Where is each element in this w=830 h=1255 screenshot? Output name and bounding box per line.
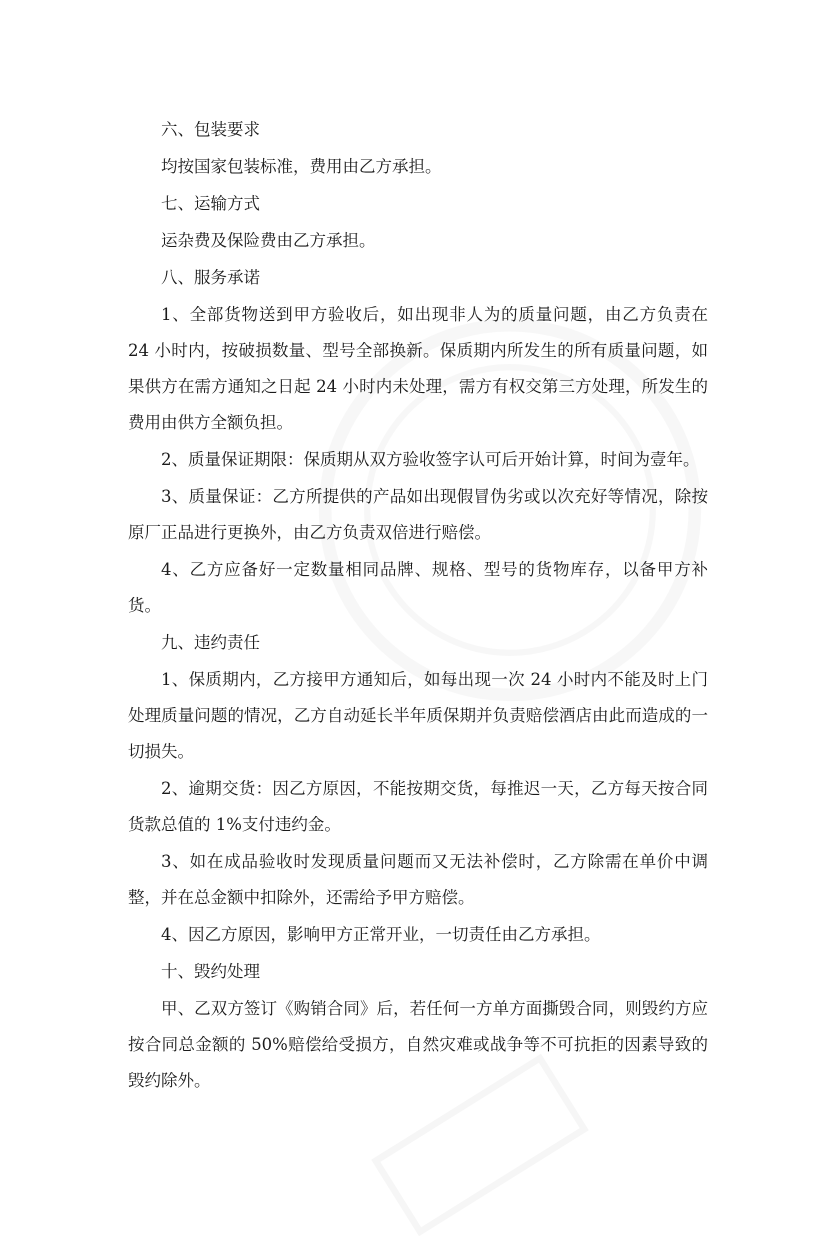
section-heading-packaging: 六、包装要求	[161, 120, 260, 139]
paragraph-service-2: 2、质量保证期限：保质期从双方验收签字认可后开始计算，时间为壹年。	[161, 450, 700, 469]
paragraph-packaging: 均按国家包装标准，费用由乙方承担。	[161, 157, 442, 176]
paragraph-service-3: 3、质量保证：乙方所提供的产品如出现假冒伪劣或以次充好等情况，除按原厂正品进行更换外，由乙方负责双倍进行赔偿。	[128, 487, 708, 542]
paragraph-breach-1: 1、保质期内，乙方接甲方通知后，如每出现一次 24 小时内不能及时上门处理质量问题的情况，乙方自动延长半年质保期并负责赔偿酒店由此而造成的一切损失。	[128, 670, 708, 761]
section-heading-service: 八、服务承诺	[161, 268, 260, 287]
paragraph-breach-2: 2、逾期交货：因乙方原因，不能按期交货，每推迟一天，乙方每天按合同货款总值的 1%支付违约金。	[128, 779, 708, 834]
section-heading-breach: 九、违约责任	[161, 633, 260, 652]
section-heading-transport: 七、运输方式	[161, 194, 260, 213]
paragraph-breach-3: 3、如在成品验收时发现质量问题而又无法补偿时，乙方除需在单价中调整，并在总金额中扣除外，还需给予甲方赔偿。	[128, 852, 708, 907]
paragraph-transport: 运杂费及保险费由乙方承担。	[161, 231, 376, 250]
document-body	[128, 112, 708, 1100]
paragraph-breach-4: 4、因乙方原因，影响甲方正常开业，一切责任由乙方承担。	[161, 925, 601, 944]
section-heading-termination: 十、毁约处理	[161, 962, 260, 981]
paragraph-service-1: 1、全部货物送到甲方验收后，如出现非人为的质量问题，由乙方负责在 24 小时内，按破损数量、型号全部换新。保质期内所发生的所有质量问题，如果供方在需方通知之日起 24 小时内未处理，需方有权交第三方处理，所发生的费用由供方全额负担。	[128, 305, 708, 432]
paragraph-termination: 甲、乙双方签订《购销合同》后，若任何一方单方面撕毁合同，则毁约方应按合同总金额的 50%赔偿给受损方，自然灾难或战争等不可抗拒的因素导致的毁约除外。	[128, 999, 708, 1090]
paragraph-service-4: 4、乙方应备好一定数量相同品牌、规格、型号的货物库存，以备甲方补货。	[128, 560, 708, 615]
